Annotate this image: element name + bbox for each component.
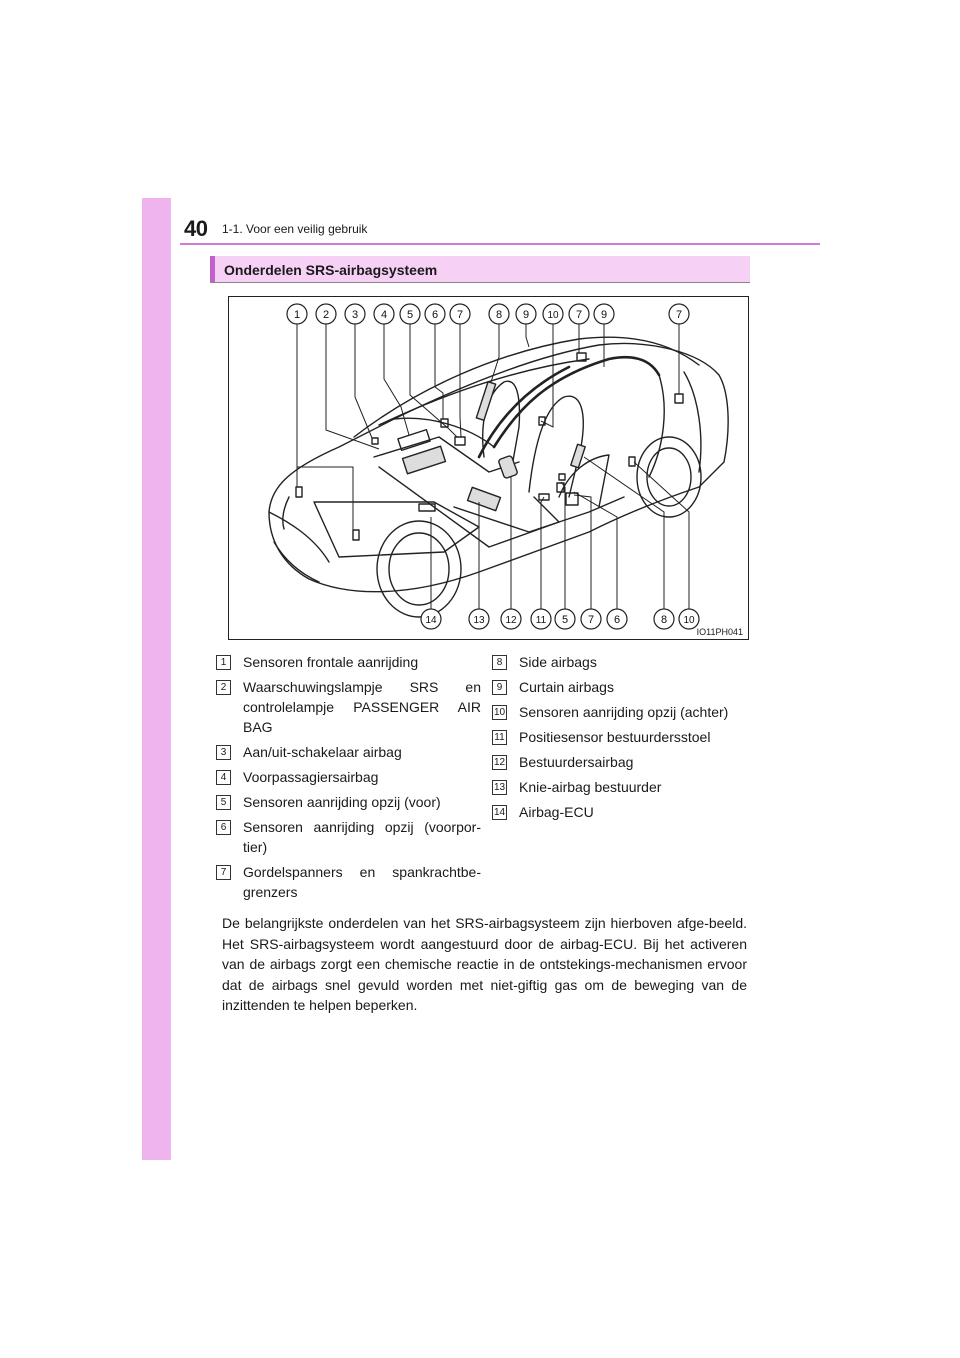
callout-bottom: 10 [683,615,695,626]
legend-number: 10 [493,707,506,718]
callout-top: 9 [522,309,530,321]
legend-text: Positiesensor bestuurdersstoel [519,729,711,745]
callout-top: 10 [547,310,559,321]
callout-top: 4 [380,309,388,321]
legend-number: 2 [216,680,231,695]
chapter-title: 1-1. Voor een veilig gebruik [222,222,368,236]
legend-text: Side airbags [519,654,597,670]
callout-bottom: 6 [613,614,621,626]
legend-number: 6 [216,820,231,835]
callout-top: 9 [600,309,608,321]
legend-text: Bestuurdersairbag [519,754,634,770]
section-heading-bar [210,256,750,282]
legend-text: Voorpassagiersairbag [243,769,379,785]
callout-bottom: 8 [660,614,668,626]
callout-top: 3 [351,309,359,321]
callout-top: 8 [495,309,503,321]
callout-top: 5 [406,309,414,321]
callout-top: 2 [322,309,330,321]
legend-text: Waarschuwingslampje SRS en controlelampje PASSENGER AIR BAG [243,679,481,735]
legend-text: Gordelspanners en spankrachtbe-grenzers [243,864,481,900]
legend-number: 11 [492,730,507,745]
legend-number: 1 [216,655,231,670]
section-title: Onderdelen SRS-airbagsysteem [224,262,438,278]
figure-code: IO11PH041 [696,627,743,637]
legend-number: 9 [492,680,507,695]
callout-bottom: 14 [425,615,437,626]
callout-bottom: 7 [587,614,595,626]
callout-top: 1 [293,309,301,321]
section-rule [210,282,750,283]
callout-bottom: 11 [535,615,547,626]
legend-text: Curtain airbags [519,679,614,695]
callout-top: 7 [575,309,583,321]
legend-number: 7 [216,865,231,880]
chapter-sidebar-tab [142,198,171,1160]
legend-number: 4 [216,770,231,785]
car-illustration [229,297,748,639]
header-rule [180,243,820,245]
callout-bottom: 12 [505,615,517,626]
legend-text: Sensoren aanrijding opzij (voorpor-tier) [243,819,481,855]
callout-top: 7 [456,309,464,321]
legend-text: Knie-airbag bestuurder [519,779,662,795]
section-accent [210,256,215,282]
legend-number: 3 [216,745,231,760]
legend-number: 5 [216,795,231,810]
callout-bottom: 5 [561,614,569,626]
legend-text: Sensoren frontale aanrijding [243,654,419,670]
legend-number: 13 [493,782,506,793]
callout-top: 7 [675,309,683,321]
legend-text: Sensoren aanrijding opzij (voor) [243,794,441,810]
callout-bottom: 13 [473,615,485,626]
legend-text: Sensoren aanrijding opzij (achter) [519,704,729,720]
callout-top: 6 [431,309,439,321]
body-paragraph: De belangrijkste onderdelen van het SRS-airbagsysteem zijn hierboven afge-beeld. Het SRS-airbagsysteem wordt aangestuurd door de airbag-ECU. Bij het activeren van de airbags zorgt een chemische reactie in de ontstekings-mechanismen ervoor dat de airbags snel gevuld worden met niet-giftig gas om de beweging van de inzittenden te helpen beperken. [222,915,747,1013]
legend-number: 8 [492,655,507,670]
legend-number: 14 [493,807,506,818]
legend-number: 12 [493,757,506,768]
page-number: 40 [184,216,208,241]
legend-text: Airbag-ECU [519,804,594,820]
legend-text: Aan/uit-schakelaar airbag [243,744,402,760]
airbag-system-diagram [228,296,749,640]
